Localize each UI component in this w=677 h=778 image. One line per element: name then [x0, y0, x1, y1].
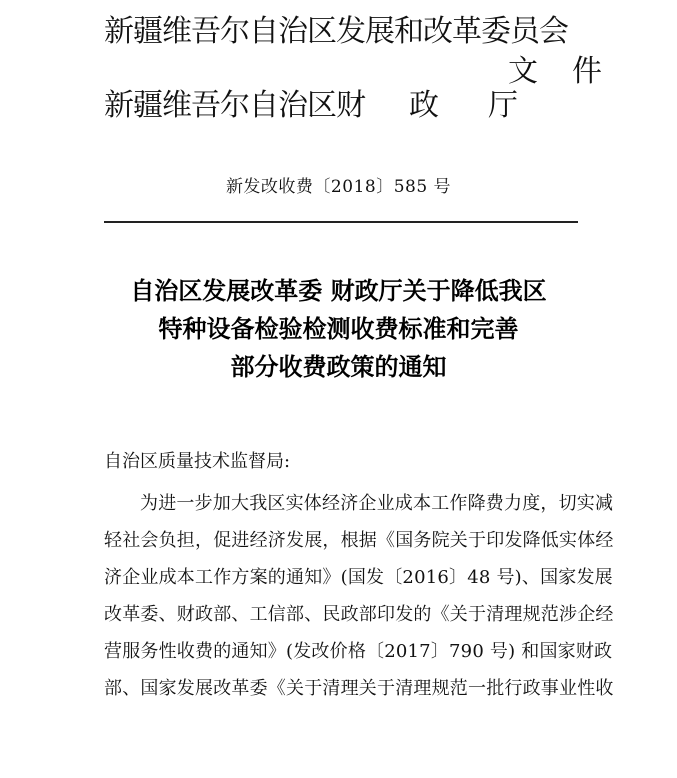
header-divider	[104, 221, 578, 223]
issuer-ndrc: 新疆维吾尔自治区发展和改革委员会	[104, 14, 568, 49]
issuer-line-2	[104, 80, 517, 124]
body-line: 为进一步加大我区实体经济企业成本工作降费力度，切实减	[140, 493, 614, 514]
addressee: 自治区质量技术监督局:	[104, 451, 291, 472]
issuer-finance-part1: 新疆维吾尔自治区财	[104, 88, 365, 123]
body-line: 部、国家发展改革委《关于清理关于清理规范一批行政事业性收	[104, 678, 614, 699]
title-line-3: 部分收费政策的通知	[230, 353, 447, 381]
document-number: 新发改收费〔2018〕585 号	[225, 177, 452, 197]
issuer-finance-part3: 厅	[488, 88, 517, 123]
body-line: 营服务性收费的通知》(发改价格〔2017〕790 号) 和国家财政	[104, 641, 613, 662]
title-line-2: 特种设备检验检测收费标准和完善	[158, 315, 519, 343]
issuer-finance-part2: 政	[409, 88, 438, 123]
document-title	[0, 272, 677, 386]
body-line: 轻社会负担，促进经济发展，根据《国务院关于印发降低实体经	[104, 530, 614, 551]
doc-type-label: 文件	[508, 54, 636, 89]
title-line-1: 自治区发展改革委 财政厅关于降低我区	[130, 277, 547, 305]
issuer-line-1	[104, 6, 568, 50]
body-line: 改革委、财政部、工信部、民政部印发的《关于清理规范涉企经	[104, 604, 614, 625]
body-line: 济企业成本工作方案的通知》(国发〔2016〕48 号)、国家发展	[104, 567, 613, 588]
body-text	[104, 485, 614, 707]
